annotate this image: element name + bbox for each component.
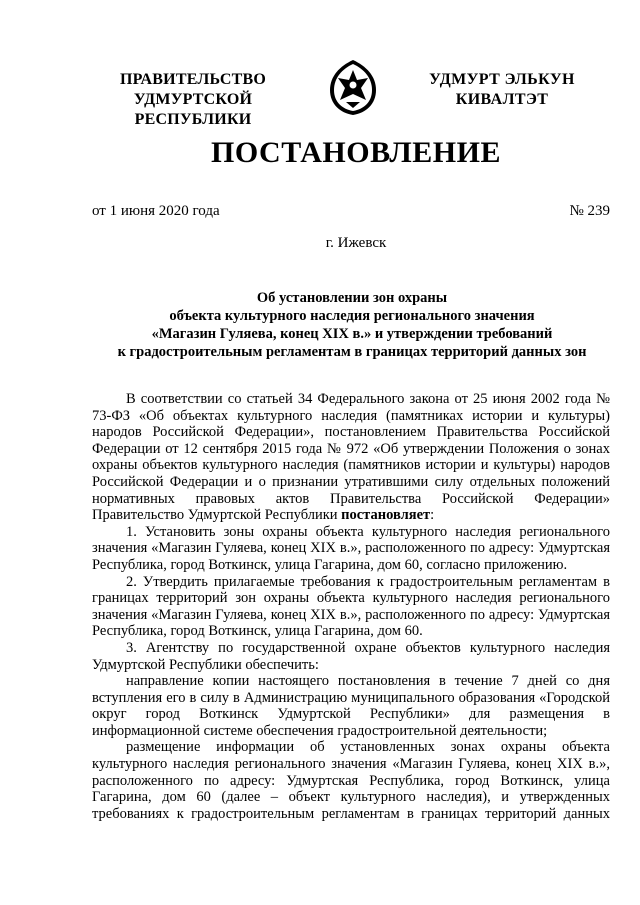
decree-colon: :: [430, 507, 435, 524]
body-paragraph-5: размещение информации об установленных зонах охраны объекта культурного наследия регионального значения «Магазин Гуляева, конец XIX в.», расположенного по адресу: Удмуртская Республика, город Воткинск, улица Гагарина, дом 60 (далее – объект культурного наследия), и утвержденных требованиях к градостроительным регламентам в границах территорий данных: [92, 739, 610, 822]
body-paragraph-2: 2. Утвердить прилагаемые требования к градостроительным регламентам в границах территорий зон охраны объекта культурного наследия регионального значения «Магазин Гуляева, конец XIX в.», расположенного по адресу: Удмуртская Республика, город Воткинск, улица Гагарина, дом 60.: [92, 573, 610, 640]
subject-line: «Магазин Гуляева, конец XIX в.» и утверждении требований: [151, 326, 553, 342]
preamble-paragraph: [92, 391, 610, 524]
subject-line: Об установлении зон охраны: [256, 290, 448, 306]
subject-line: к градостроительным регламентам в границах территорий данных зон: [117, 344, 587, 360]
header-left-line1: ПРАВИТЕЛЬСТВО: [119, 71, 267, 88]
government-name-russian: [80, 70, 306, 130]
document-body: [92, 391, 610, 822]
header-left-line2: УДМУРТСКОЙ РЕСПУБЛИКИ: [133, 91, 253, 128]
body-paragraph-3: 3. Агентству по государственной охране объектов культурного наследия Удмуртской Республики обеспечить:: [92, 639, 610, 673]
header-right-line1: УДМУРТ ЭЛЬКУН: [429, 71, 575, 88]
decree-word: постановляет: [341, 507, 431, 524]
body-paragraph-4: направление копии настоящего постановления в течение 7 дней со дня вступления его в силу в Администрацию муниципального образования «Городской округ город Воткинск Удмуртской Республики» для размещения в информационной системе обеспечения градостроительной деятельности;: [92, 673, 610, 739]
document-subject: [92, 289, 612, 361]
document-date: от 1 июня 2020 года: [92, 203, 220, 219]
header-right-line2: КИВАЛТЭТ: [455, 91, 549, 108]
document-type-title: ПОСТАНОВЛЕНИЕ: [211, 136, 501, 169]
subject-line: объекта культурного наследия регионального значения: [169, 308, 535, 324]
udmurt-coat-of-arms-icon: [328, 58, 378, 116]
document-city: г. Ижевск: [325, 235, 387, 251]
preamble-text: В соответствии со статьей 34 Федерального закона от 25 июня 2002 года № 73-ФЗ «Об объектах культурного наследия (памятниках истории и культуры) народов Российской Федерации», постановлением Правительства Российской Федерации от 12 сентября 2015 года № 972 «Об утверждении Положения о зонах охраны объектов культурного наследия (памятников истории и культуры) народов Российской Федерации и о признании утратившими силу отдельных положений нормативных правовых актов Правительства Российской Федерации» Правительство Удмуртской Республики: [92, 391, 610, 524]
government-name-udmurt: [416, 70, 588, 110]
document-number: № 239: [569, 203, 610, 219]
body-paragraph-1: 1. Установить зоны охраны объекта культурного наследия регионального значения «Магазин Гуляева, конец XIX в.», расположенного по адресу: Удмуртская Республика, город Воткинск, улица Гагарина, дом 60, согласно приложению.: [92, 523, 610, 573]
